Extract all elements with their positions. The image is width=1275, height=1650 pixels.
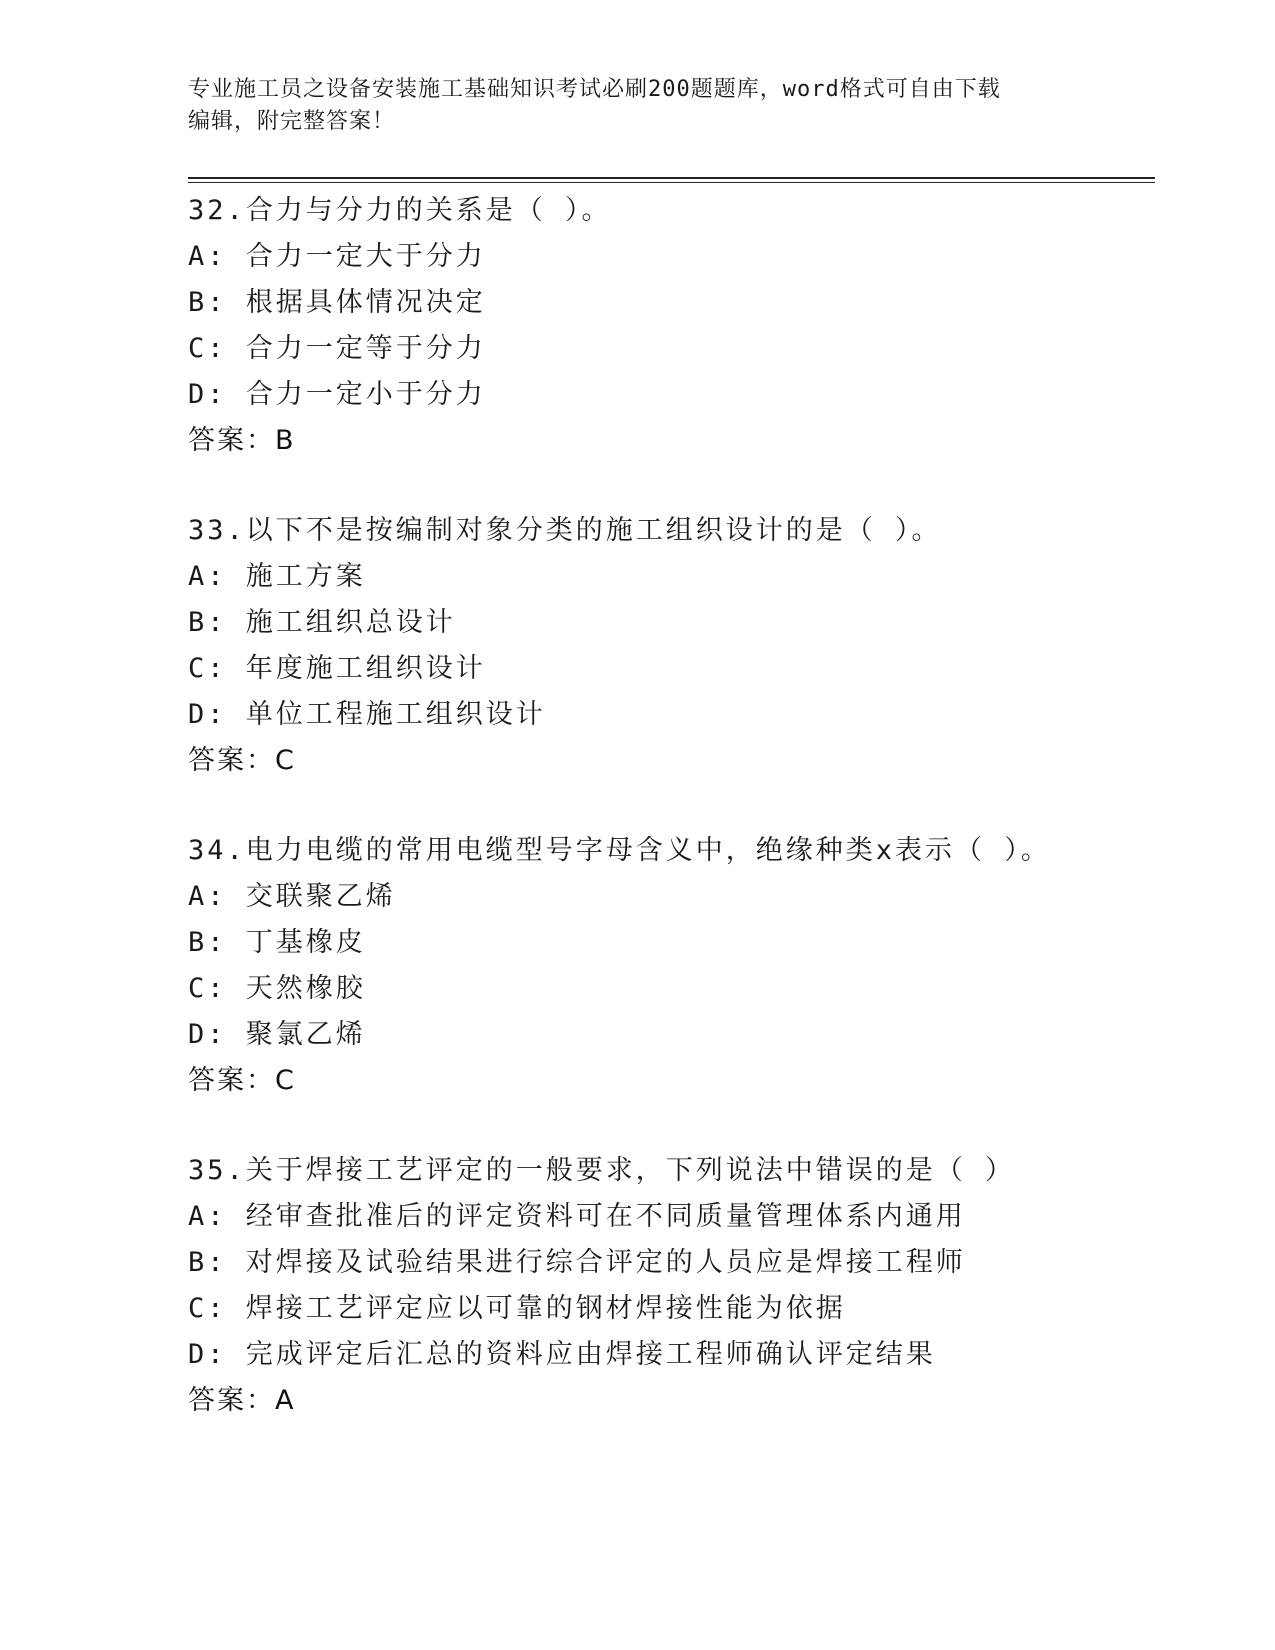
option-d: D: 合力一定小于分力: [188, 379, 486, 410]
header-divider-thin: [188, 182, 1155, 183]
question-35: [188, 1148, 1148, 1424]
answer-label: 答案：C: [188, 745, 296, 776]
option-d: D: 完成评定后汇总的资料应由焊接工程师确认评定结果: [188, 1339, 936, 1370]
option-b: B: 施工组织总设计: [188, 607, 456, 638]
question-stem: 34.电力电缆的常用电缆型号字母含义中，绝缘种类x表示（ ）。: [188, 835, 1051, 866]
question-stem: 32.合力与分力的关系是（ ）。: [188, 195, 612, 226]
option-a: A: 交联聚乙烯: [188, 881, 396, 912]
option-b: B: 根据具体情况决定: [188, 287, 486, 318]
option-a: A: 经审查批准后的评定资料可在不同质量管理体系内通用: [188, 1201, 966, 1232]
question-stem: 35.关于焊接工艺评定的一般要求，下列说法中错误的是（ ）: [188, 1155, 1016, 1186]
question-list: [188, 188, 1148, 1424]
header-divider-thick: [188, 177, 1155, 179]
option-d: D: 聚氯乙烯: [188, 1019, 366, 1050]
option-d: D: 单位工程施工组织设计: [188, 699, 546, 730]
option-c: C: 合力一定等于分力: [188, 333, 486, 364]
option-a: A: 合力一定大于分力: [188, 241, 486, 272]
option-b: B: 对焊接及试验结果进行综合评定的人员应是焊接工程师: [188, 1247, 966, 1278]
question-33: [188, 508, 1148, 784]
document-header: [188, 74, 1088, 138]
question-stem: 33.以下不是按编制对象分类的施工组织设计的是（ ）。: [188, 515, 942, 546]
option-c: C: 天然橡胶: [188, 973, 366, 1004]
header-line-2: 编辑，附完整答案！: [188, 109, 396, 134]
option-c: C: 焊接工艺评定应以可靠的钢材焊接性能为依据: [188, 1293, 846, 1324]
question-34: [188, 828, 1148, 1104]
header-line-1: 专业施工员之设备安装施工基础知识考试必刷200题题库，word格式可自由下载: [188, 77, 1001, 102]
option-b: B: 丁基橡皮: [188, 927, 366, 958]
answer-label: 答案：B: [188, 425, 296, 456]
option-a: A: 施工方案: [188, 561, 366, 592]
question-32: [188, 188, 1148, 464]
answer-label: 答案：A: [188, 1385, 296, 1416]
option-c: C: 年度施工组织设计: [188, 653, 486, 684]
answer-label: 答案：C: [188, 1065, 296, 1096]
